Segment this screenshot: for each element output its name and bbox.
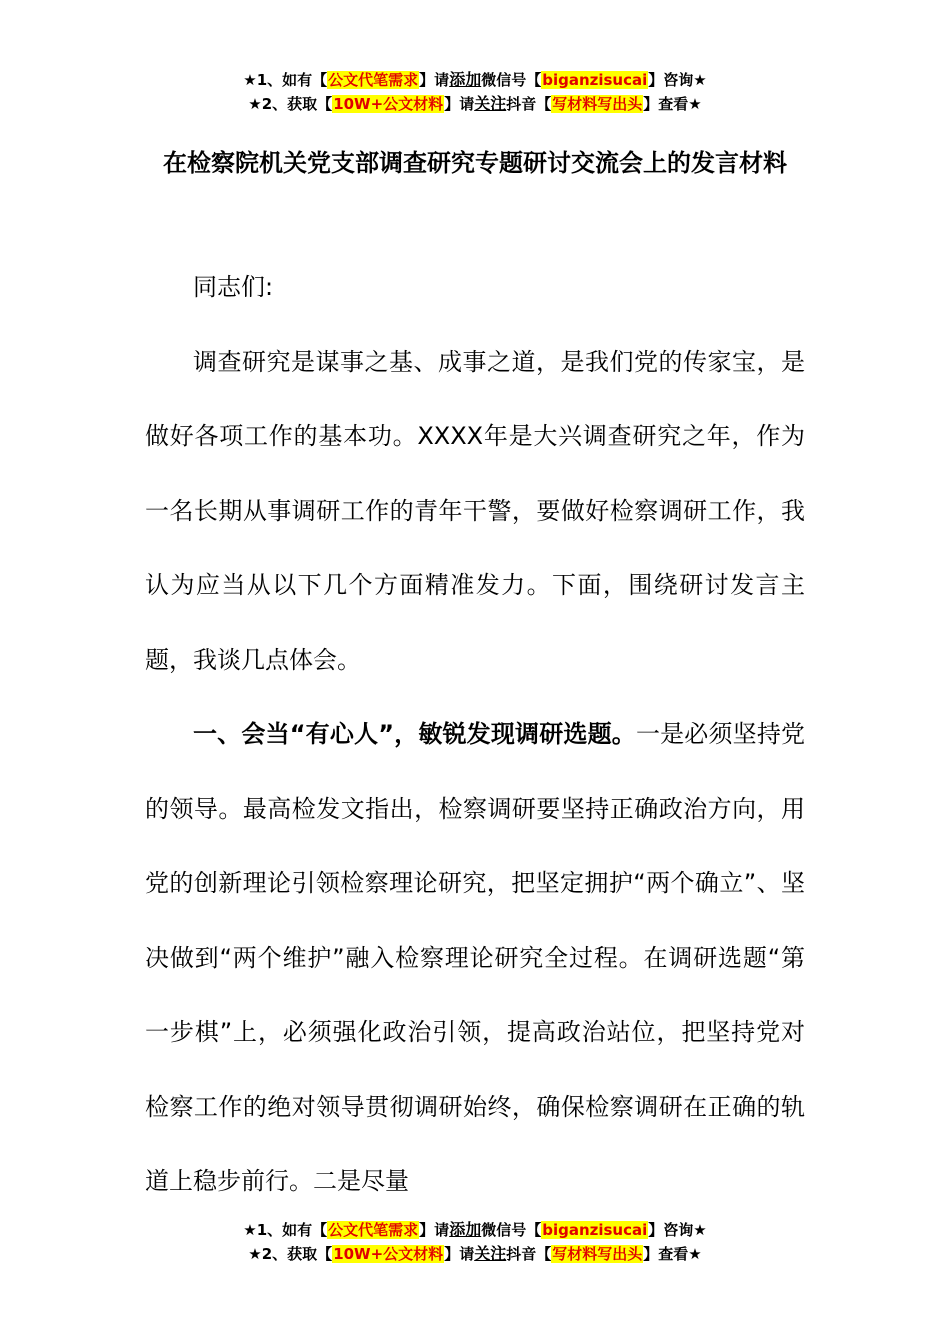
- highlight-wechat-id: biganzisucai: [542, 71, 648, 89]
- document-title: 在检察院机关党支部调查研究专题研讨交流会上的发言材料: [163, 149, 787, 177]
- footer-banner-line-1: ★1、如有【公文代笔需求】请添加微信号【biganzisucai】咨询★: [243, 1220, 707, 1239]
- footer-highlight-wechat-id: biganzisucai: [542, 1221, 648, 1239]
- banner-line-2: ★2、获取【10W+公文材料】请关注抖音【写材料写出头】查看★: [248, 94, 702, 113]
- highlight-materials: 10W+公文材料: [333, 95, 444, 113]
- footer-banner: [0, 1218, 950, 1266]
- footer-highlight-douyin-account: 写材料写出头: [552, 1245, 643, 1263]
- header-banner: [0, 68, 950, 116]
- highlight-service: 公文代笔需求: [328, 71, 419, 89]
- section-1-heading: 一、会当“有心人”，敏锐发现调研选题。: [193, 720, 636, 748]
- banner-line-1: ★1、如有【公文代笔需求】请添加微信号【biganzisucai】咨询★: [243, 70, 707, 89]
- document-body: [145, 250, 805, 1219]
- paragraph-section-1: [145, 697, 805, 1219]
- footer-banner-line-2: ★2、获取【10W+公文材料】请关注抖音【写材料写出头】查看★: [248, 1244, 702, 1263]
- paragraph-intro: 调查研究是谋事之基、成事之道，是我们党的传家宝，是做好各项工作的基本功。XXXX年是大兴调查研究之年，作为一名长期从事调研工作的青年干警，要做好检察调研工作，我认为应当从以下几个方面精准发力。下面，围绕研讨发言主题，我谈几点体会。: [145, 347, 805, 674]
- salutation: 同志们:: [193, 273, 274, 301]
- footer-highlight-materials: 10W+公文材料: [333, 1245, 444, 1263]
- emphasis-follow: 关注: [474, 94, 507, 113]
- emphasis-add: 添加: [449, 70, 482, 89]
- section-1-text: 一是必须坚持党的领导。最高检发文指出，检察调研要坚持正确政治方向，用党的创新理论引领检察理论研究，把坚定拥护“两个确立”、坚决做到“两个维护”融入检察理论研究全过程。在调研选题“第一步棋”上，必须强化政治引领，提高政治站位，把坚持党对检察工作的绝对领导贯彻调研始终，确保检察调研在正确的轨道上稳步前行。二是尽量: [145, 720, 806, 1195]
- footer-emphasis-add: 添加: [449, 1220, 482, 1239]
- footer-highlight-service: 公文代笔需求: [328, 1221, 419, 1239]
- footer-emphasis-follow: 关注: [474, 1244, 507, 1263]
- highlight-douyin-account: 写材料写出头: [552, 95, 643, 113]
